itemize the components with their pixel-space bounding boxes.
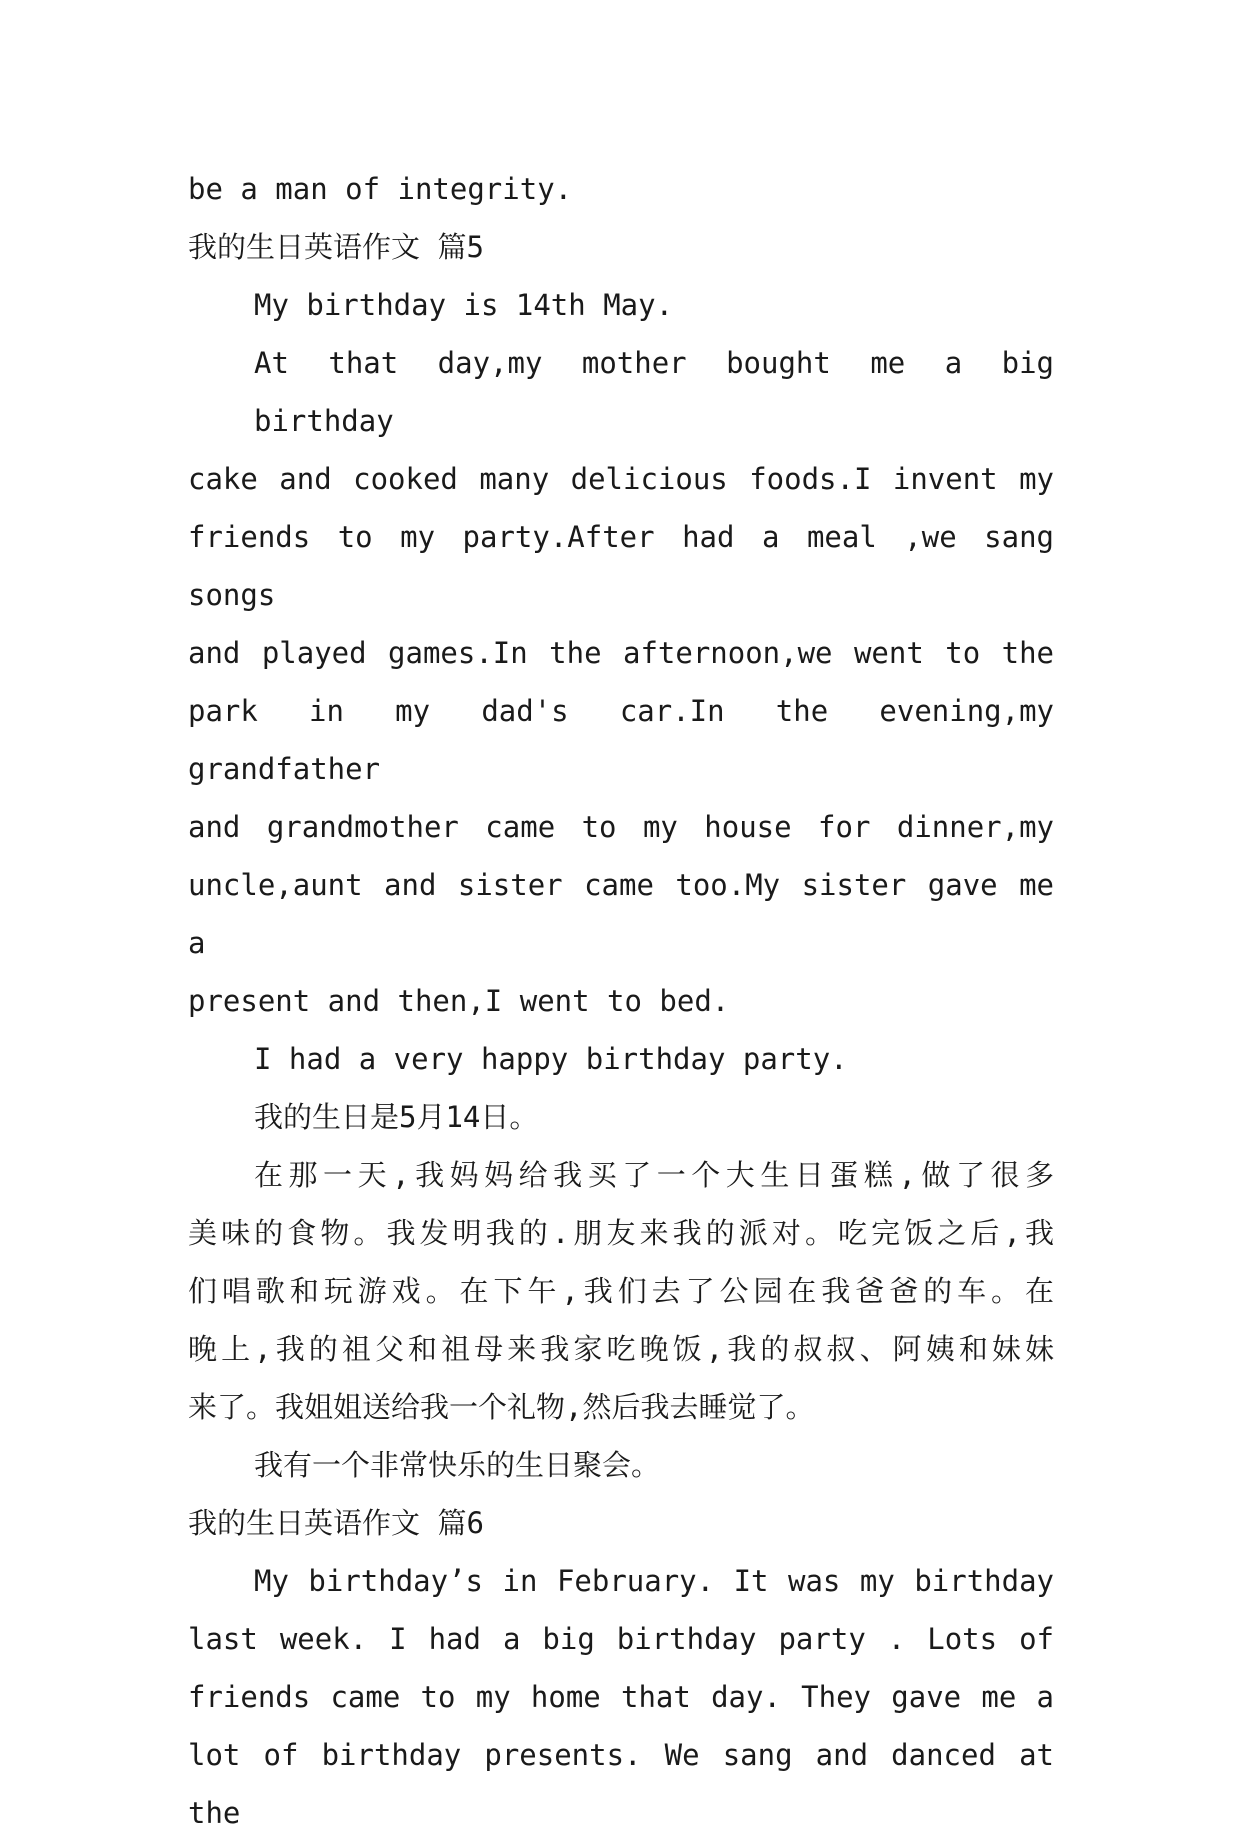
text-line: last week. I had a big birthday party . Lots of [188, 1622, 1054, 1656]
text-line: 在那一天,我妈妈给我买了一个大生日蛋糕,做了很多 [254, 1158, 1054, 1192]
text-line: 们唱歌和玩游戏。在下午,我们去了公园在我爸爸的车。在 [188, 1274, 1054, 1308]
text-line: present and then,I went to bed. [188, 984, 730, 1018]
text-line: park in my dad's car.In the evening,my grandfather [188, 694, 1054, 786]
text-line: and played games.In the afternoon,we went to the [188, 636, 1054, 670]
section-heading: 我的生日英语作文 篇5 [188, 230, 484, 264]
text-line: and grandmother came to my house for dinner,my [188, 810, 1054, 844]
text-line: lot of birthday presents. We sang and danced at the [188, 1738, 1054, 1830]
document-page [188, 160, 1054, 1842]
text-line: 我的生日是5月14日。 [254, 1100, 539, 1134]
text-line: uncle,aunt and sister came too.My sister gave me a [188, 868, 1054, 960]
text-line: 晚上,我的祖父和祖母来我家吃晚饭,我的叔叔、阿姨和妹妹 [188, 1332, 1054, 1366]
text-line: friends came to my home that day. They gave me a [188, 1680, 1054, 1714]
text-line: I had a very happy birthday party. [254, 1042, 848, 1076]
text-line: 来了。我姐姐送给我一个礼物,然后我去睡觉了。 [188, 1390, 815, 1424]
text-line: At that day,my mother bought me a big birthday [254, 346, 1054, 438]
text-line: be a man of integrity. [188, 172, 573, 206]
text-line: My birthday is 14th May. [254, 288, 674, 322]
text-line: cake and cooked many delicious foods.I invent my [188, 462, 1054, 496]
text-line: My birthday’s in February. It was my birthday [254, 1564, 1054, 1598]
text-line: friends to my party.After had a meal ,we sang songs [188, 520, 1054, 612]
text-line: 美味的食物。我发明我的.朋友来我的派对。吃完饭之后,我 [188, 1216, 1054, 1250]
text-line: 我有一个非常快乐的生日聚会。 [254, 1448, 661, 1482]
section-heading: 我的生日英语作文 篇6 [188, 1506, 484, 1540]
